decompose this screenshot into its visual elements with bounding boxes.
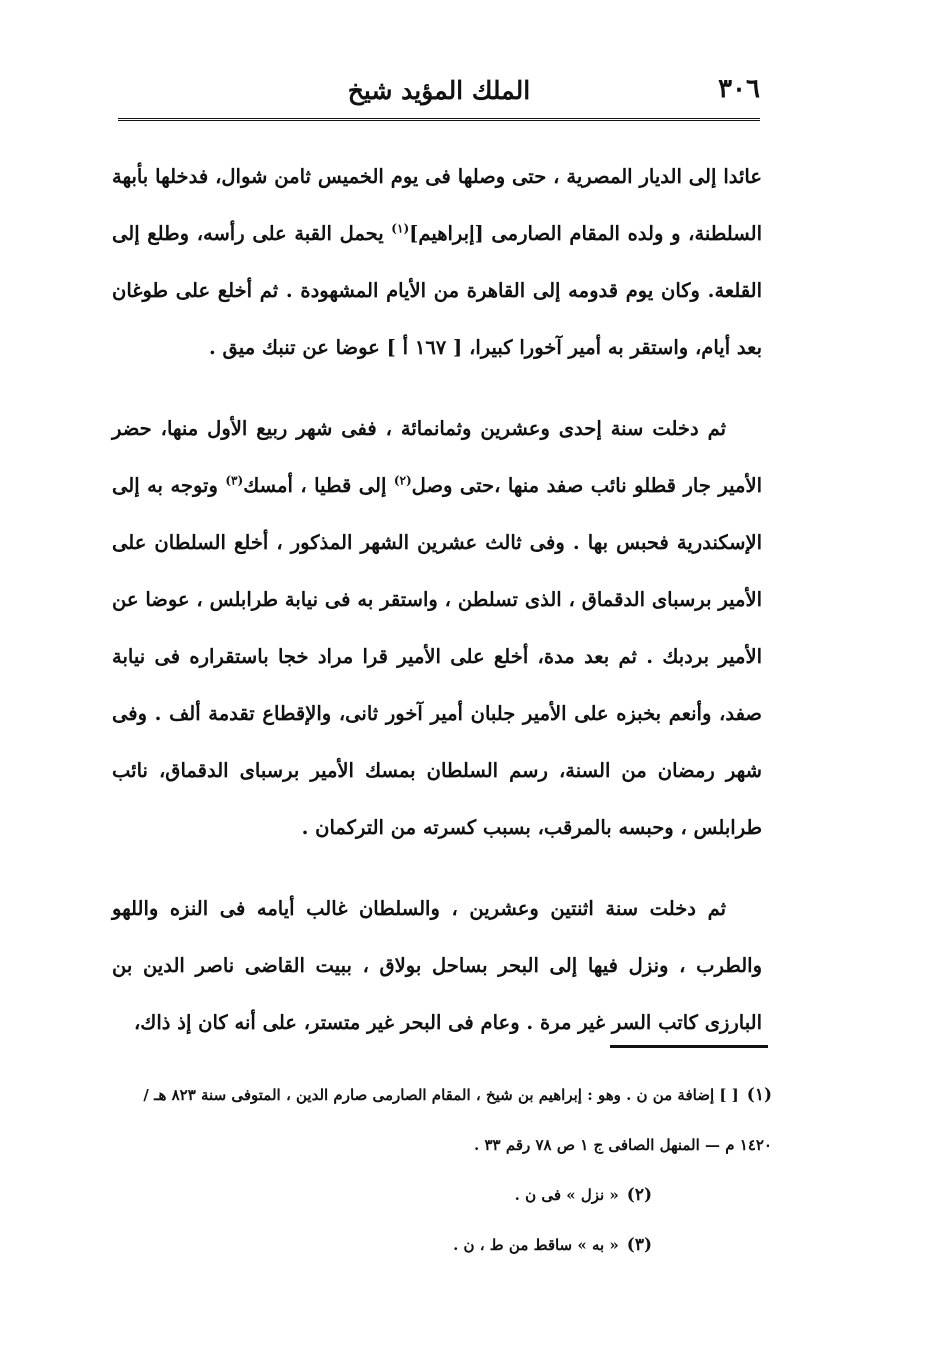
- footnote-1: [112, 1070, 772, 1170]
- paragraph-text: وتوجه به إلى الإسكندرية فحبس بها . وفى ثالث عشرين الشهر المذكور ، أخلع السلطان على الأمير برسباى الدقماق ، الذى تسلطن ، واستقر به فى نيابة طرابلس ، عوضا عن الأمير بردبك . ثم بعد مدة، أخلع على الأمير قرا مراد خجا باستقراره فى نيابة صفد، وأنعم بخبزه على الأمير جلبان أمير آخور ثانى، والإقطاع تقدمة ألف . وفى شهر رمضان من السنة، رسم السلطان بمسك الأمير برسباى الدقماق، نائب طرابلس ، وحبسه بالمرقب، بسبب كسرته من التركمان .: [112, 474, 762, 839]
- paragraph-3: [112, 880, 762, 1051]
- footnote-ref-2: (٢): [393, 473, 412, 488]
- footnotes: [112, 1070, 772, 1270]
- running-title: الملك المؤيد شيخ: [347, 76, 531, 105]
- footnote-ref-3: (٣): [225, 473, 244, 488]
- footnote-number: (٢): [626, 1185, 652, 1205]
- footnote-ref-1: (١): [391, 221, 410, 236]
- footnote-3: [112, 1220, 772, 1270]
- footnote-2: [112, 1170, 772, 1220]
- page-header: [118, 70, 760, 121]
- paragraph-2: [112, 400, 762, 856]
- footnote-divider: [610, 1045, 768, 1048]
- paragraph-text: ثم دخلت سنة إحدى وعشرين وثمانمائة ، ففى شهر ربيع الأول منها، حضر الأمير جار قطلو نائب صفد منها ،حتى وصل: [112, 417, 762, 497]
- footnote-text: « به » ساقط من ط ، ن .: [453, 1236, 619, 1254]
- paragraph-1: [112, 148, 762, 376]
- paragraph-text: عائدا إلى الديار المصرية ، حتى وصلها فى يوم الخميس ثامن شوال، فدخلها بأبهة السلطنة، و ولده المقام الصارمى [إبراهيم]: [112, 165, 763, 245]
- paragraph-text: يحمل القبة على رأسه، وطلع إلى القلعة. وكان يوم قدومه إلى القاهرة من الأيام المشهودة . ثم أخلع على طوغان بعد أيام، واستقر به أمير آخورا كبيرا، [ ١٦٧ أ ] عوضا عن تنبك ميق .: [112, 222, 762, 359]
- paragraph-text: ثم دخلت سنة اثنتين وعشرين ، والسلطان غالب أيامه فى النزه واللهو والطرب ، ونزل فيها إلى البحر بساحل بولاق ، ببيت القاضى ناصر الدين بن البارزى كاتب السر غير مرة . وعام فى البحر غير متستر، على أنه كان إذ ذاك،: [112, 897, 762, 1034]
- footnote-number: (٣): [626, 1235, 652, 1255]
- paragraph-text: إلى قطيا ، أمسك: [243, 474, 394, 497]
- page-number: ٣٠٦: [718, 74, 760, 104]
- footnote-number: (١): [746, 1085, 772, 1105]
- footnote-text: [ ] إضافة من ن . وهو : إبراهيم بن شيخ ، المقام الصارمى صارم الدين ، المتوفى سنة ٨٢٣ هـ / ١٤٢٠ م — المنهل الصافى ج ١ ص ٧٨ رقم ٣٣ .: [143, 1086, 772, 1154]
- footnote-text: « نزل » فى ن .: [514, 1186, 619, 1204]
- main-text: [112, 148, 762, 1051]
